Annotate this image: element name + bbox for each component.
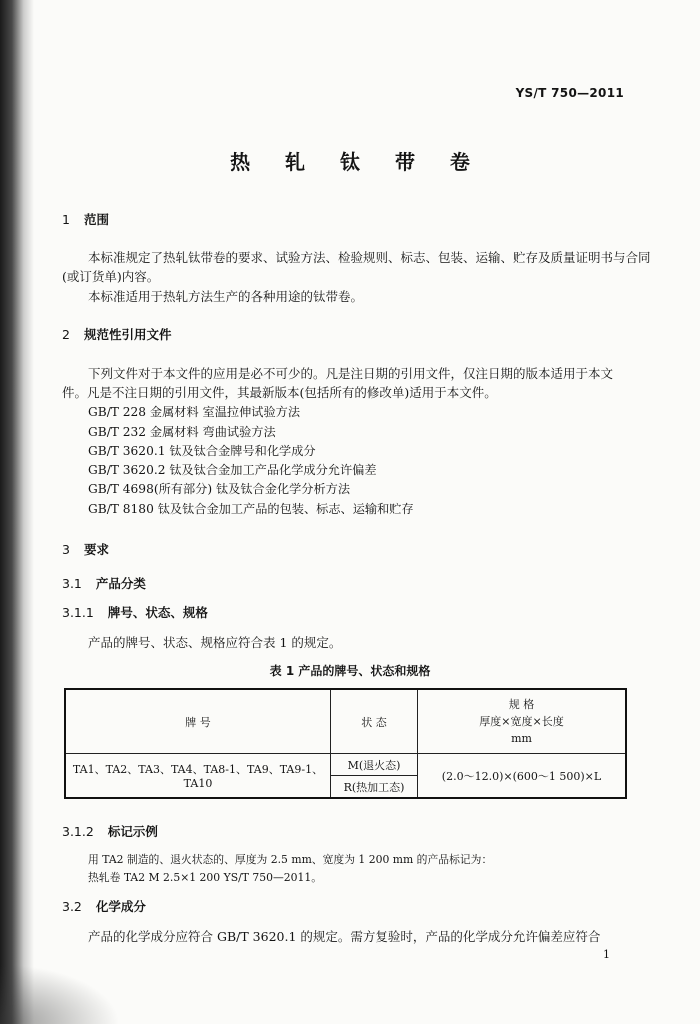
subsection-3-1-1-text: 产品的牌号、状态、规格应符合表 1 的规定。 [88, 635, 342, 650]
normative-intro-line-2: 件。凡是不注日期的引用文件，其最新版本(包括所有的修改单)适用于本文件。 [62, 385, 497, 400]
scope-paragraph-line-1: 本标准规定了热轧钛带卷的要求、试验方法、检验规则、标志、包装、运输、贮存及质量证明书与合同 [88, 250, 651, 265]
subsection-3-2-heading [62, 897, 146, 915]
reference-item: GB/T 3620.1 钛及钛合金牌号和化学成分 [88, 444, 316, 458]
scope-paragraph-2: 本标准适用于热轧方法生产的各种用途的钛带卷。 [88, 289, 364, 304]
table-row [65, 754, 626, 776]
cell-spec: (2.0～12.0)×(600～1 500)×L [418, 754, 627, 799]
subsection-3-2-text: 产品的化学成分应符合 GB/T 3620.1 的规定。需方复验时，产品的化学成分允许偏差应符合 [88, 929, 601, 944]
table-header-row [65, 689, 626, 754]
section-3-heading [62, 540, 109, 558]
reference-item: GB/T 4698(所有部分) 钛及钛合金化学分析方法 [88, 482, 351, 496]
table-1-caption: 表 1 产品的牌号、状态和规格 [269, 664, 431, 678]
header-spec-title: 规 格 [508, 698, 535, 711]
section-number: 3.1 [62, 576, 82, 591]
standard-number: YS/T 750—2011 [515, 86, 624, 100]
section-title: 要求 [83, 542, 109, 557]
section-number: 1 [62, 212, 70, 227]
section-number: 2 [62, 327, 70, 342]
header-spec-unit: mm [511, 732, 532, 745]
section-number: 3.2 [62, 899, 82, 914]
section-title: 规范性引用文件 [83, 327, 172, 342]
section-title: 标记示例 [107, 824, 158, 839]
scope-paragraph-line-2: (或订货单)内容。 [62, 269, 160, 284]
header-state: 状 态 [331, 689, 418, 754]
scan-shadow-corner [0, 964, 120, 1024]
table-1 [64, 688, 627, 799]
section-2-heading [62, 325, 171, 343]
cell-grades: TA1、TA2、TA3、TA4、TA8-1、TA9、TA9-1、TA10 [65, 754, 331, 799]
normative-intro-line-1: 下列文件对于本文件的应用是必不可少的。凡是注日期的引用文件，仅注日期的版本适用于本文 [88, 366, 614, 381]
cell-state-annealed: M(退火态) [331, 754, 418, 776]
page-number: 1 [603, 948, 610, 961]
subsection-3-1-1-heading [62, 603, 208, 621]
section-number: 3 [62, 542, 70, 557]
reference-item: GB/T 232 金属材料 弯曲试验方法 [88, 425, 276, 439]
section-number: 3.1.1 [62, 605, 94, 620]
section-title: 化学成分 [95, 899, 146, 914]
cell-state-hot-worked: R(热加工态) [331, 776, 418, 799]
header-spec [418, 689, 627, 754]
subsection-3-1-heading [62, 574, 146, 592]
section-title: 牌号、状态、规格 [107, 605, 208, 620]
marking-example-line-1: 用 TA2 制造的、退火状态的、厚度为 2.5 mm、宽度为 1 200 mm 的产品标记为： [88, 853, 493, 866]
section-title: 产品分类 [95, 576, 146, 591]
section-title: 范围 [83, 212, 109, 227]
section-number: 3.1.2 [62, 824, 94, 839]
marking-example-line-2: 热轧卷 TA2 M 2.5×1 200 YS/T 750—2011。 [88, 871, 323, 884]
document-title: 热 轧 钛 带 卷 [230, 150, 484, 174]
reference-item: GB/T 8180 钛及钛合金加工产品的包装、标志、运输和贮存 [88, 502, 414, 516]
header-spec-dimensions: 厚度×宽度×长度 [479, 715, 564, 728]
reference-item: GB/T 3620.2 钛及钛合金加工产品化学成分允许偏差 [88, 463, 377, 477]
header-grade: 牌 号 [65, 689, 331, 754]
section-1-heading [62, 210, 109, 228]
subsection-3-1-2-heading [62, 822, 158, 840]
reference-item: GB/T 228 金属材料 室温拉伸试验方法 [88, 405, 301, 419]
